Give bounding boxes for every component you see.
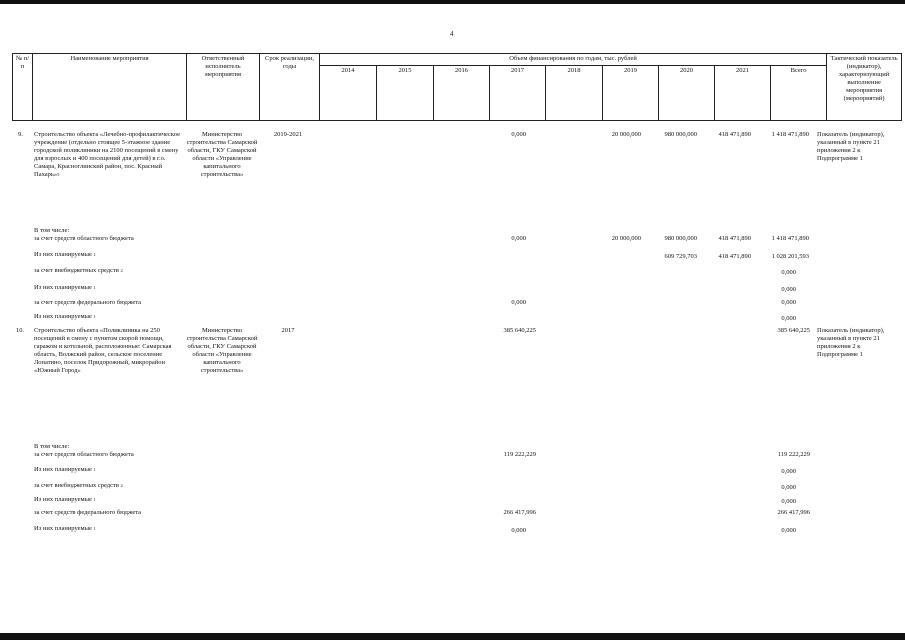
year-2020: 2020 [659, 65, 715, 120]
row10-sub5-label: за счет средств федерального бюджета [34, 509, 142, 516]
row10-name: Строительство объекта «Поликлиника на 250 посещений в смену с пунктом скорой помощи, гаражом и котельной, расположенные: Самарская область, Волжский район, сельское поселение Лопатино, поселок Придорожный, микрорайон «Южный Город» [34, 327, 172, 374]
row9-sub2-2021: 418 471,890 [718, 253, 751, 260]
row9-sub3-label: за счет внебюджетных средств $^2$ [34, 267, 123, 274]
row10-sub5-2017: 266 417,996 [503, 509, 536, 516]
row9-including: В том числе: [34, 227, 70, 234]
row10-sub1-2017: 119 222,229 [503, 451, 536, 458]
row9-sub1-2017: 0,000 [511, 235, 526, 242]
row10-sub2-total: 0,000 [781, 468, 796, 475]
row10-sub5-total: 266 417,996 [777, 509, 810, 516]
row9-sub5-2017: 0,000 [511, 299, 526, 306]
year-2018: 2018 [546, 65, 603, 120]
row9-2021: 418 471,890 [718, 131, 751, 138]
row10-sub1-total: 119 222,229 [777, 451, 810, 458]
year-total: Всего [771, 65, 827, 120]
year-2015: 2015 [377, 65, 434, 120]
year-2014: 2014 [320, 65, 377, 120]
row10-total: 385 640,225 [777, 327, 810, 334]
row9-2020: 980 000,000 [664, 131, 697, 138]
row9-sub6-label: Из них планируемые $^1$ [34, 313, 96, 320]
row10-indicator: Показатель (индикатор), указанный в пункте 21 приложения 2 к Подпрограмме 1 [817, 327, 885, 358]
row9-total: 1 418 471,890 [771, 131, 809, 138]
row9-2019: 20 000,000 [611, 131, 641, 138]
row9-sub1-2021: 418 471,890 [718, 235, 751, 242]
header-table [12, 53, 902, 121]
row9-2017: 0,000 [511, 131, 526, 138]
row9-sub2-label: Из них планируемые $^1$ [34, 251, 96, 258]
top-border [0, 0, 905, 4]
col-term-header: Срок реализации, годы [260, 54, 320, 121]
row10-sub2-label: Из них планируемые $^1$ [34, 466, 96, 473]
row9-term: 2019-2021 [273, 131, 303, 138]
row9-name: Строительство объекта «Лечебно-профилактическое учреждение (отдельно стоящее 5-этажное здание городской поликлиники на 2100 посещений в смену для взрослых и 400 посещений для детей) в г.о. Самара, Красноглинский район, пос. Красный Пахарь»$^5$ [34, 131, 180, 178]
year-2017: 2017 [490, 65, 546, 120]
row10-sub4-label: Из них планируемые $^1$ [34, 496, 96, 503]
row9-num: 9. [18, 131, 23, 138]
row10-sub3-label: за счет внебюджетных средств $^2$ [34, 482, 123, 489]
row10-num: 10. [16, 327, 25, 334]
row9-indicator: Показатель (индикатор), указанный в пункте 21 приложения 2 к Подпрограмме 1 [817, 131, 885, 162]
row9-sub1-total: 1 418 471,890 [771, 235, 809, 242]
bottom-border [0, 633, 905, 640]
col-indicator-header: Тактический показатель (индикатор), характеризующий выполнение мероприятия (мероприятий) [827, 54, 902, 121]
row10-sub4-total: 0,000 [781, 498, 796, 505]
row9-sub5-total: 0,000 [781, 299, 796, 306]
col-num-header: № п/п [13, 54, 33, 121]
row9-sub6-total: 0,000 [781, 315, 796, 322]
row9-sub4-label: Из них планируемые $^1$ [34, 284, 96, 291]
row10-sub1-label: за счет средств областного бюджета [34, 451, 134, 458]
row10-sub6-2017: 0,000 [511, 527, 526, 534]
year-2021: 2021 [715, 65, 771, 120]
row9-responsible: Министерство строительства Самарской области, ГКУ Самарской области «Управление капитального строительства» [186, 131, 258, 178]
row10-including: В том числе: [34, 443, 70, 450]
row9-sub3-total: 0,000 [781, 269, 796, 276]
row9-sub1-label: за счет средств областного бюджета [34, 235, 134, 242]
col-responsible-header: Ответственный исполнитель мероприятия [187, 54, 260, 121]
page-number: 4 [450, 30, 454, 38]
row10-sub6-total: 0,000 [781, 527, 796, 534]
row9-sub1-2019: 20 000,000 [611, 235, 641, 242]
row9-sub1-2020: 980 000,000 [664, 235, 697, 242]
row10-sub6-label: Из них планируемые $^1$ [34, 525, 96, 532]
row9-sub2-2020: 609 729,703 [664, 253, 697, 260]
col-name-header: Наименование мероприятия [33, 54, 187, 121]
row9-sub2-total: 1 028 201,593 [771, 253, 809, 260]
row9-sub4-total: 0,000 [781, 286, 796, 293]
year-2016: 2016 [434, 65, 490, 120]
row10-sub3-total: 0,000 [781, 484, 796, 491]
col-financing-header: Объем финансирования по годам, тыс. рублей [320, 54, 827, 66]
row10-2017: 385 640,225 [503, 327, 536, 334]
row10-term: 2017 [281, 327, 295, 334]
row10-responsible: Министерство строительства Самарской области, ГКУ Самарской области «Управление капитального строительства» [186, 327, 258, 374]
year-2019: 2019 [603, 65, 659, 120]
row9-sub5-label: за счет средств федерального бюджета [34, 299, 142, 306]
